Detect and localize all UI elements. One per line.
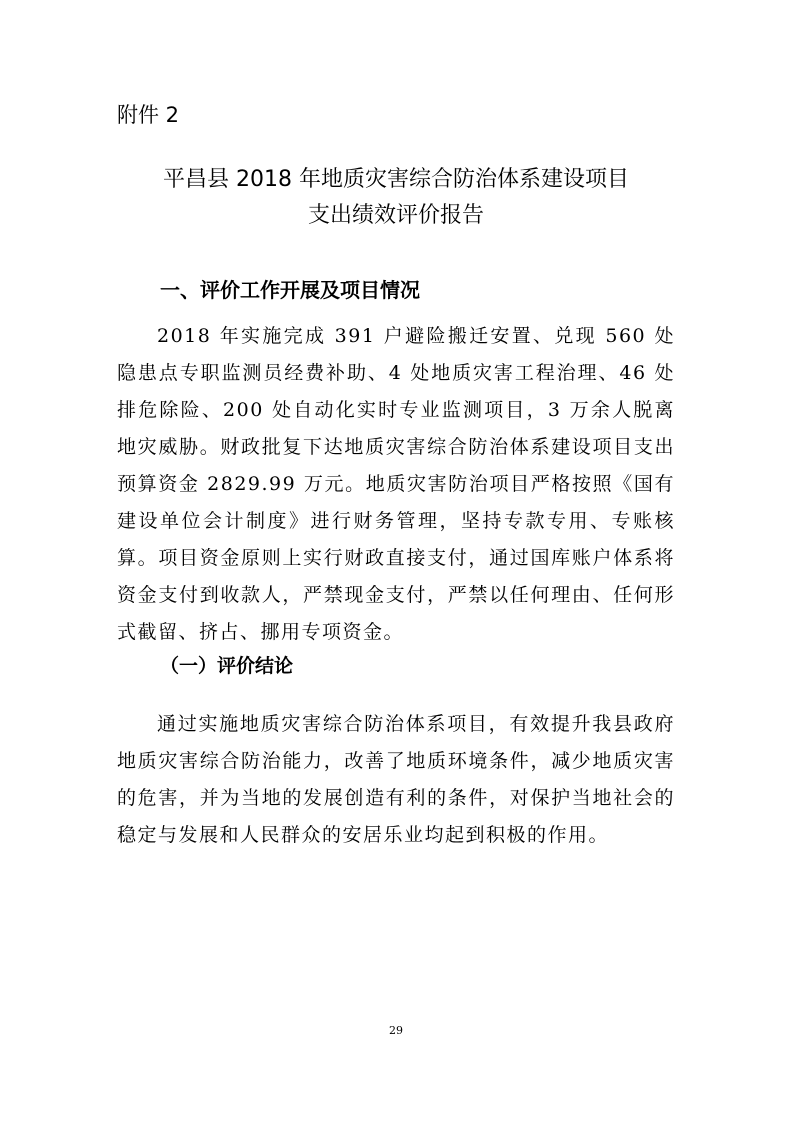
subsection-paragraph-conclusion: 通过实施地质灾害综合防治体系项目，有效提升我县政府地质灾害综合防治能力，改善了地质环境条件，减少地质灾害的危害，并为当地的发展创造有利的条件，对保护当地社会的稳定与发展和人民群众的安居乐业均起到积极的作用。 — [117, 713, 675, 846]
section-paragraph-project-overview: 2018 年实施完成 391 户避险搬迁安置、兑现 560 处隐患点专职监测员经费补助、4 处地质灾害工程治理、46 处排危除险、200 处自动化实时专业监测项目，3 万余人脱离地灾威胁。财政批复下达地质灾害综合防治体系建设项目支出预算资金 2829.99 万元。地质灾害防治项目严格按照《国有建设单位会计制度》进行财务管理，坚持专款专用、专账核算。项目资金原则上实行财政直接支付，通过国库账户体系将资金支付到收款人，严禁现金支付，严禁以任何理由、任何形式截留、挤占、挪用专项资金。 — [117, 325, 675, 643]
document-title-line-2: 支出绩效评价报告 — [307, 203, 484, 228]
page-number: 29 — [389, 1024, 403, 1037]
section-heading-evaluation-work: 一、评价工作开展及项目情况 — [160, 278, 420, 302]
attachment-label: 附件 2 — [117, 103, 180, 127]
subsection-heading-evaluation-conclusion: （一）评价结论 — [160, 655, 294, 677]
document-title-line-1: 平昌县 2018 年地质灾害综合防治体系建设项目 — [163, 167, 629, 192]
